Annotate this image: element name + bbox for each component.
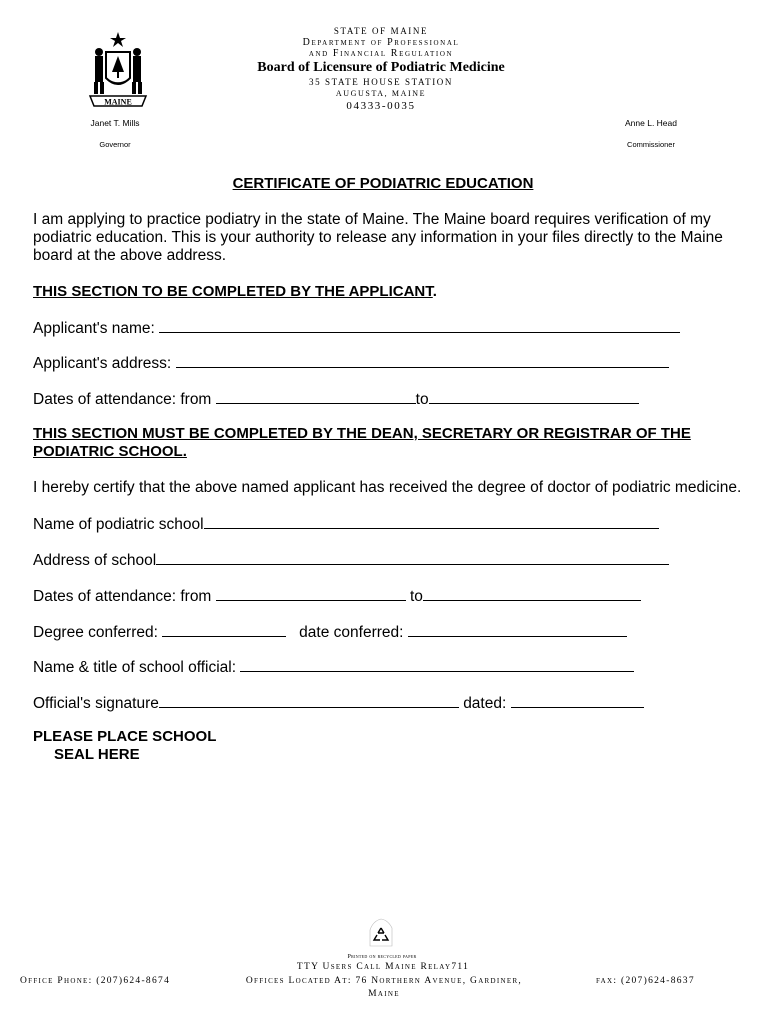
commissioner-title: Commissioner: [627, 140, 675, 149]
office-address-state: Maine: [368, 989, 400, 999]
degree-field[interactable]: [162, 622, 286, 637]
fax-number: fax: (207)624-8637: [596, 976, 695, 986]
official-row: [33, 657, 634, 677]
commissioner-name: Anne L. Head: [625, 118, 677, 128]
recycled-note: Printed on recycled paper: [347, 954, 417, 960]
applicant-dates-label: Dates of attendance: from: [33, 391, 212, 408]
school-dates-label: Dates of attendance: from: [33, 588, 212, 605]
seal-instruction-1: PLEASE PLACE SCHOOL: [33, 728, 217, 745]
section2-heading: THIS SECTION MUST BE COMPLETED BY THE DEAN, SECRETARY OR REGISTRAR OF THE PODIATRIC SCHOOL.: [33, 425, 691, 460]
date-conferred-field[interactable]: [408, 622, 627, 637]
intro-text: I am applying to practice podiatry in the state of Maine. The Maine board requires verification of my podiatric education. This is your authority to release any information in your files directly to the Maine board at the above address.: [33, 211, 723, 264]
header-address1: 35 STATE HOUSE STATION: [308, 77, 453, 87]
svg-text:MAINE: MAINE: [104, 97, 132, 107]
section1-heading-period: .: [432, 283, 437, 300]
applicant-name-field[interactable]: [159, 318, 680, 333]
seal-instruction-2: SEAL HERE: [54, 746, 140, 763]
school-address-row: [33, 550, 669, 570]
governor-title: Governor: [99, 140, 131, 149]
school-date-to-field[interactable]: [423, 586, 641, 601]
applicant-name-label: Applicant's name:: [33, 320, 155, 337]
signature-row: [33, 693, 644, 713]
section1-heading: [33, 283, 437, 300]
office-phone: Office Phone: (207)624-8674: [20, 976, 171, 986]
signature-label: Official's signature: [33, 695, 159, 712]
board-name: Board of Licensure of Podiatric Medicine: [257, 60, 505, 75]
applicant-dates-row: [33, 389, 639, 409]
form-title: CERTIFICATE OF PODIATRIC EDUCATION: [232, 175, 534, 192]
school-name-row: [33, 514, 659, 534]
school-to-label: to: [409, 588, 423, 605]
official-field[interactable]: [240, 657, 634, 672]
section1-heading-text: THIS SECTION TO BE COMPLETED BY THE APPLICANT: [33, 283, 433, 300]
applicant-address-row: [33, 353, 669, 373]
official-label: Name & title of school official:: [33, 659, 237, 676]
school-address-field[interactable]: [156, 550, 669, 565]
governor-name: Janet T. Mills: [90, 118, 140, 128]
school-address-label: Address of school: [33, 552, 157, 569]
school-name-field[interactable]: [204, 514, 659, 529]
header-financial: and Financial Regulation: [308, 48, 454, 59]
tty-line: TTY Users Call Maine Relay711: [296, 962, 470, 972]
applicant-name-row: [33, 318, 680, 338]
degree-label: Degree conferred:: [33, 624, 158, 641]
office-address: Offices Located At: 76 Northern Avenue, Gardiner,: [245, 976, 523, 986]
applicant-date-to-field[interactable]: [429, 389, 639, 404]
degree-row: [33, 622, 627, 642]
recycle-icon: [368, 918, 394, 948]
header-department: Department of Professional: [302, 37, 460, 48]
signature-field[interactable]: [159, 693, 459, 708]
school-name-label: Name of podiatric school: [33, 516, 204, 533]
applicant-address-label: Applicant's address:: [33, 355, 172, 372]
maine-seal-icon: [84, 30, 152, 110]
applicant-to-label: to: [415, 391, 429, 408]
school-date-from-field[interactable]: [216, 586, 406, 601]
date-conferred-label: date conferred:: [299, 624, 404, 641]
certify-text: I hereby certify that the above named applicant has received the degree of doctor of podiatric medicine.: [33, 479, 742, 496]
applicant-date-from-field[interactable]: [216, 389, 416, 404]
header-zip: 04333-0035: [346, 100, 416, 112]
applicant-address-field[interactable]: [176, 353, 669, 368]
state-seal: [84, 30, 152, 110]
header-state: STATE OF MAINE: [333, 26, 429, 36]
dated-label: dated:: [463, 695, 507, 712]
header-address2: AUGUSTA, MAINE: [335, 89, 427, 98]
dated-field[interactable]: [511, 693, 644, 708]
school-dates-row: [33, 586, 641, 606]
